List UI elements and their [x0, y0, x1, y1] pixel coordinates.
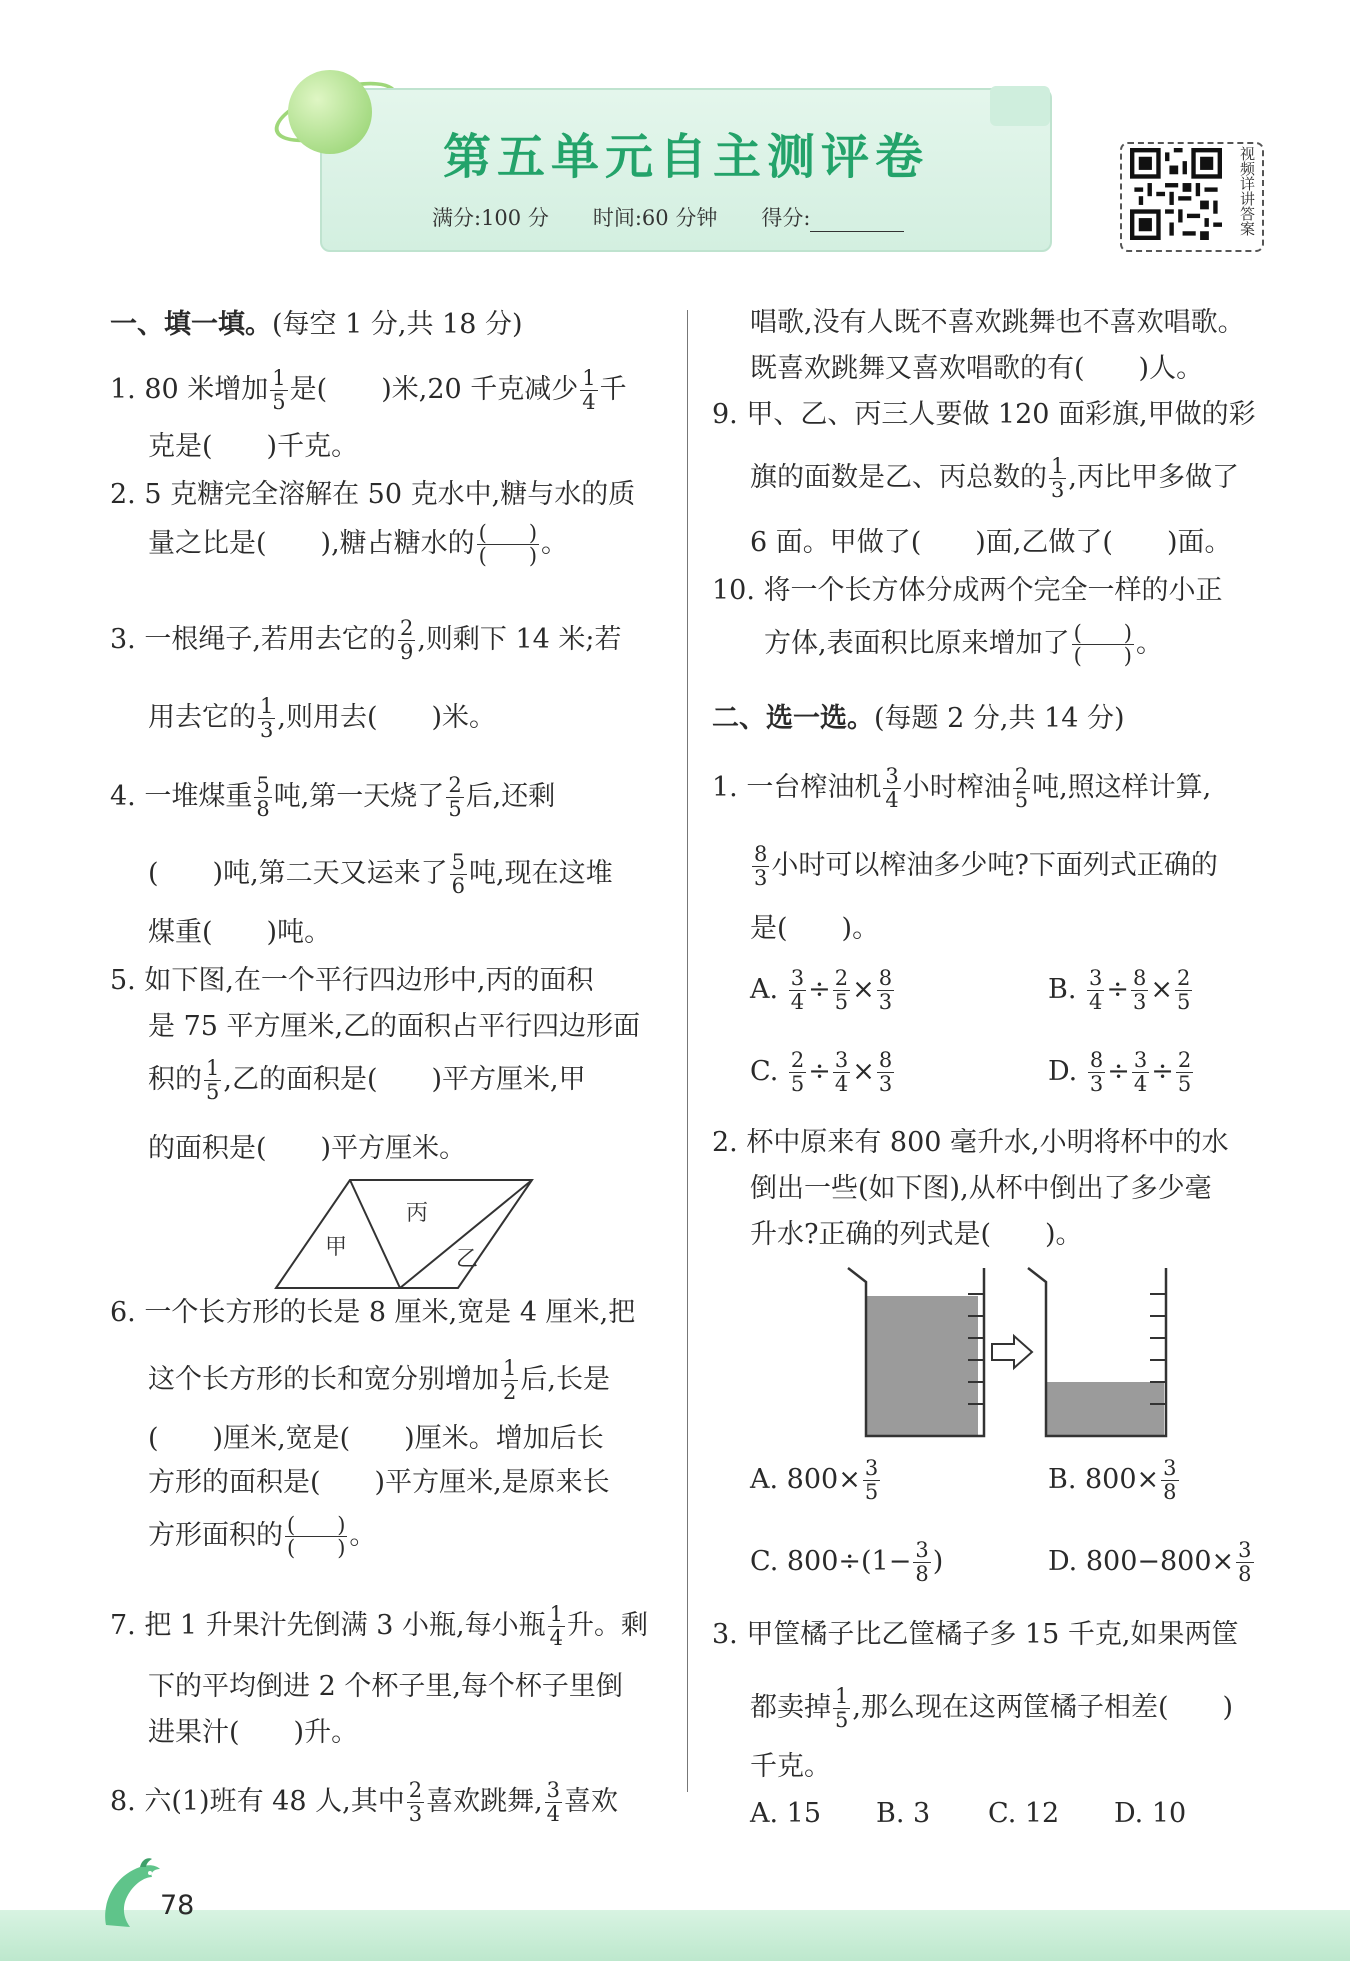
q2-line-1: 2. 5 克糖完全溶解在 50 克水中,糖与水的质: [110, 479, 636, 510]
fraction: $\frac{3}{8}$: [915, 1538, 929, 1586]
page-title: 第五单元自主测评卷: [442, 129, 929, 185]
c2-option-a[interactable]: A. 800× $\frac{3}{5}$: [750, 1456, 879, 1504]
fraction: $\frac{5}{6}$: [451, 850, 466, 898]
q6-line-3: ( )厘米,宽是( )厘米。增加后长: [148, 1423, 604, 1454]
label-yi: 乙: [456, 1247, 479, 1272]
q2-line-2: 量之比是( ),糖占糖水的 ( ) ( ) 。: [148, 521, 569, 569]
c1-option-d[interactable]: D. $\frac{8}{3}$ ÷ $\frac{3}{4}$ ÷ $\frac{2}{5}$: [1048, 1048, 1192, 1096]
label-jia: 甲: [325, 1235, 348, 1260]
fraction: $\frac{2}{5}$: [1177, 1048, 1192, 1096]
column-divider: [687, 310, 688, 1792]
q7-line-2: 下的平均倒进 2 个杯子里,每个杯子里倒: [148, 1671, 623, 1702]
q9-line-1: 9. 甲、乙、丙三人要做 120 面彩旗,甲做的彩: [712, 399, 1256, 430]
fraction: $\frac{3}{8}$: [1163, 1456, 1177, 1504]
section-2-heading: 二、选一选。(每题 2 分,共 14 分): [712, 703, 1125, 734]
fraction: $\frac{3}{4}$: [834, 1048, 849, 1096]
banner-tab-decoration: [990, 86, 1050, 126]
fraction: $\frac{3}{4}$: [790, 966, 805, 1014]
parallelogram-figure: [270, 1176, 540, 1292]
fraction: $\frac{2}{3}$: [408, 1778, 423, 1826]
q6-line-1: 6. 一个长方形的长是 8 厘米,宽是 4 厘米,把: [110, 1297, 636, 1328]
qr-code-icon: [1130, 148, 1222, 240]
fraction: $\frac{1}{3}$: [1051, 454, 1065, 502]
fraction: $\frac{3}{4}$: [885, 764, 899, 812]
q8-line-2: 唱歌,没有人既不喜欢跳舞也不喜欢唱歌。: [750, 307, 1245, 338]
q10-line-2: 方体,表面积比原来增加了 ( ) ( ) 。: [764, 621, 1163, 669]
blank-fraction: ( ) ( ): [478, 521, 538, 569]
fraction: $\frac{1}{4}$: [582, 366, 596, 414]
footer-band: [0, 1910, 1350, 1961]
c1-option-c[interactable]: C. $\frac{2}{5}$ ÷ $\frac{3}{4}$ × $\frac{8}{3}$: [750, 1048, 893, 1096]
c3-option-c[interactable]: C. 12: [988, 1798, 1060, 1829]
full-score: 满分:100 分: [432, 206, 549, 230]
c1-line-1: 1. 一台榨油机 $\frac{3}{4}$ 小时榨油 $\frac{2}{5}$ 吨,照这样计算,: [712, 764, 1212, 812]
fraction: $\frac{1}{5}$: [206, 1056, 220, 1104]
q6-line-2: 这个长方形的长和宽分别增加 $\frac{1}{2}$ 后,长是: [148, 1356, 610, 1404]
blank-fraction: ( ) ( ): [287, 1513, 346, 1561]
c3-line-3: 千克。: [750, 1751, 831, 1782]
fraction: $\frac{8}{3}$: [1133, 966, 1147, 1014]
q7-line-3: 进果汁( )升。: [148, 1717, 359, 1748]
c3-option-b[interactable]: B. 3: [876, 1798, 931, 1829]
fraction: $\frac{5}{8}$: [256, 773, 270, 821]
q1-line-1: 1. 80 米增加 $\frac{1}{5}$ 是( )米,20 千克减少 $\frac{1}{4}$ 千: [110, 366, 627, 414]
planet-icon: [288, 70, 372, 154]
c1-line-3: 是( )。: [750, 913, 880, 944]
fraction: $\frac{3}{4}$: [546, 1778, 561, 1826]
q7-line-1: 7. 把 1 升果汁先倒满 3 小瓶,每小瓶 $\frac{1}{4}$ 升。剩: [110, 1602, 648, 1650]
fraction: $\frac{8}{3}$: [1089, 1048, 1104, 1096]
time-limit: 时间:60 分钟: [592, 206, 718, 230]
qr-label: 视频详讲答案: [1238, 146, 1256, 236]
fraction: $\frac{3}{5}$: [864, 1456, 879, 1504]
q3-line-2: 用去它的 $\frac{1}{3}$ ,则用去( )米。: [148, 694, 497, 742]
score-label: 得分:: [761, 206, 904, 230]
q1-line-2: 克是( )千克。: [148, 431, 359, 462]
title-banner: [320, 88, 1052, 252]
fraction: $\frac{2}{5}$: [1014, 764, 1029, 812]
fraction: $\frac{1}{4}$: [549, 1602, 563, 1650]
q10-line-1: 10. 将一个长方体分成两个完全一样的小正: [712, 575, 1223, 606]
fraction: $\frac{2}{5}$: [448, 773, 462, 821]
fraction: $\frac{8}{3}$: [878, 1048, 893, 1096]
c1-line-2: $\frac{8}{3}$ 小时可以榨油多少吨?下面列式正确的: [754, 842, 1218, 890]
q8-line-1: 8. 六(1)班有 48 人,其中 $\frac{2}{3}$ 喜欢跳舞, $\frac{3}{4}$ 喜欢: [110, 1778, 619, 1826]
q4-line-1: 4. 一堆煤重 $\frac{5}{8}$ 吨,第一天烧了 $\frac{2}{5}$ 后,还剩: [110, 773, 556, 821]
dolphin-icon: [96, 1855, 168, 1931]
section-1-heading: 一、填一填。(每空 1 分,共 18 分): [110, 309, 523, 340]
fraction: $\frac{2}{5}$: [834, 966, 849, 1014]
blank-fraction: ( ) ( ): [1073, 621, 1132, 669]
fraction: $\frac{2}{9}$: [399, 616, 414, 664]
beaker-figure: [846, 1264, 1172, 1440]
c2-line-2: 倒出一些(如下图),从杯中倒出了多少毫: [750, 1173, 1212, 1204]
fraction: $\frac{1}{3}$: [260, 694, 274, 742]
q9-line-2: 旗的面数是乙、丙总数的 $\frac{1}{3}$ ,丙比甲多做了: [750, 454, 1239, 502]
q5-line-4: 的面积是( )平方厘米。: [148, 1133, 467, 1164]
fraction: $\frac{2}{5}$: [790, 1048, 805, 1096]
page-number: 78: [160, 1890, 195, 1921]
fraction: $\frac{8}{3}$: [754, 842, 768, 890]
fraction: $\frac{1}{2}$: [503, 1356, 517, 1404]
c2-option-d[interactable]: D. 800−800× $\frac{3}{8}$: [1048, 1538, 1252, 1586]
c1-option-b[interactable]: B. $\frac{3}{4}$ ÷ $\frac{8}{3}$ × $\frac{2}{5}$: [1048, 966, 1191, 1014]
c3-line-2: 都卖掉 $\frac{1}{5}$ ,那么现在这两筐橘子相差( ): [750, 1684, 1234, 1732]
fraction: $\frac{3}{4}$: [1089, 966, 1103, 1014]
q5-line-2: 是 75 平方厘米,乙的面积占平行四边形面: [148, 1011, 641, 1042]
fraction: $\frac{8}{3}$: [878, 966, 893, 1014]
q4-line-2: ( )吨,第二天又运来了 $\frac{5}{6}$ 吨,现在这堆: [148, 850, 613, 898]
q5-line-1: 5. 如下图,在一个平行四边形中,丙的面积: [110, 965, 594, 996]
c2-line-3: 升水?正确的列式是( )。: [750, 1219, 1083, 1250]
q8-line-3: 既喜欢跳舞又喜欢唱歌的有( )人。: [750, 353, 1204, 384]
c2-option-b[interactable]: B. 800× $\frac{3}{8}$: [1048, 1456, 1177, 1504]
c3-option-d[interactable]: D. 10: [1114, 1798, 1187, 1829]
label-bing: 丙: [406, 1201, 429, 1226]
c3-line-1: 3. 甲筐橘子比乙筐橘子多 15 千克,如果两筐: [712, 1619, 1239, 1650]
fraction: $\frac{3}{4}$: [1133, 1048, 1148, 1096]
c2-line-1: 2. 杯中原来有 800 毫升水,小明将杯中的水: [712, 1127, 1229, 1158]
q6-line-4: 方形的面积是( )平方厘米,是原来长: [148, 1467, 610, 1498]
fraction: $\frac{3}{8}$: [1238, 1538, 1252, 1586]
fraction: $\frac{1}{5}$: [272, 366, 286, 414]
q9-line-3: 6 面。甲做了( )面,乙做了( )面。: [750, 527, 1232, 558]
q5-line-3: 积的 $\frac{1}{5}$ ,乙的面积是( )平方厘米,甲: [148, 1056, 586, 1104]
c3-option-a[interactable]: A. 15: [750, 1798, 822, 1829]
q4-line-3: 煤重( )吨。: [148, 917, 332, 948]
exam-info: [432, 202, 904, 232]
fraction: $\frac{2}{5}$: [1177, 966, 1191, 1014]
q3-line-1: 3. 一根绳子,若用去它的 $\frac{2}{9}$ ,则剩下 14 米;若: [110, 616, 622, 664]
c2-option-c[interactable]: C. 800÷(1− $\frac{3}{8}$ ): [750, 1538, 944, 1586]
q6-line-5: 方形面积的 ( ) ( ) 。: [148, 1513, 377, 1561]
c1-option-a[interactable]: A. $\frac{3}{4}$ ÷ $\frac{2}{5}$ × $\frac{8}{3}$: [750, 966, 893, 1014]
score-blank: [810, 213, 904, 232]
fraction: $\frac{1}{5}$: [835, 1684, 849, 1732]
